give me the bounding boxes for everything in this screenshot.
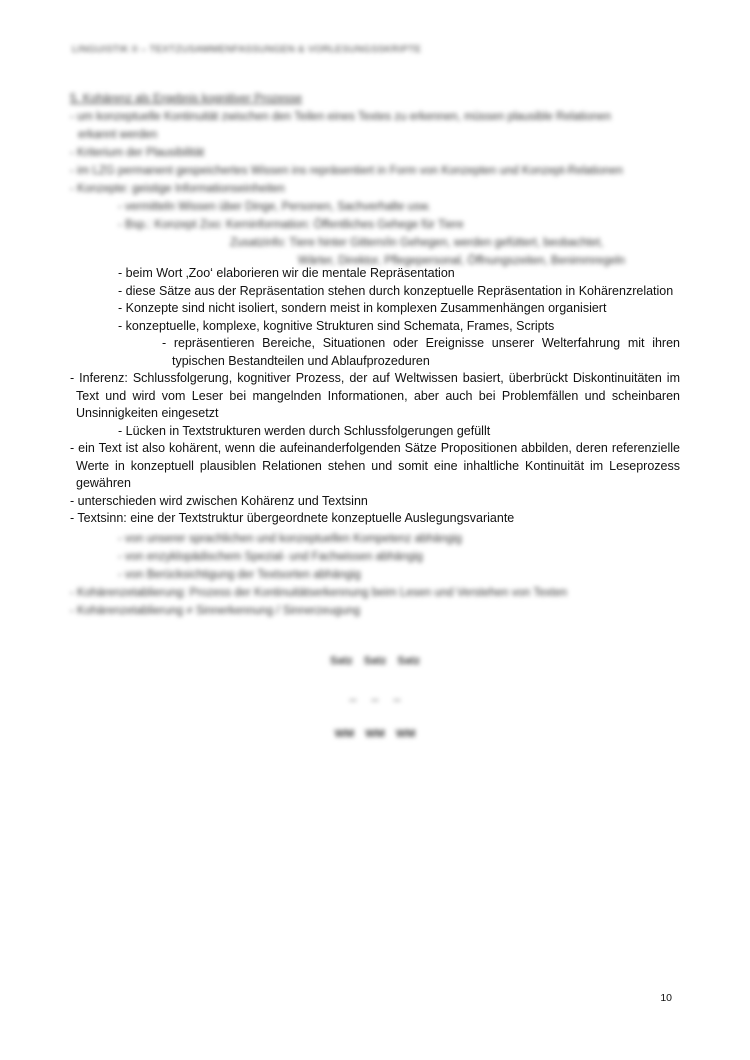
readable-section bbox=[70, 265, 680, 528]
diagram-label: WM bbox=[395, 728, 416, 740]
bullet-line: - unterschieden wird zwischen Kohärenz und Textsinn bbox=[70, 493, 368, 508]
blurred-line: erkannt werden bbox=[78, 129, 158, 141]
bullet-line: - diese Sätze aus der Repräsentation stehen durch konzeptuelle Repräsentation in Kohärenzrelation bbox=[118, 283, 674, 298]
blurred-line: - von Berücksichtigung der Textsorten abhängig bbox=[118, 569, 361, 581]
diagram-row-sentences bbox=[0, 655, 750, 667]
blurred-line: - um konzeptuelle Kontinuität zwischen den Teilen eines Textes zu erkennen, müssen plausible Relationen bbox=[70, 111, 612, 123]
diagram-row-wm bbox=[0, 728, 750, 740]
blurred-line: - von unserer sprachlichen und konzeptuellen Kompetenz abhängig bbox=[118, 533, 462, 545]
sub-bullet-line: - repräsentieren Bereiche, Situationen oder Ereignisse unserer Welterfahrung mit ihren typischen Bestandteilen und Ablaufprozeduren bbox=[162, 336, 680, 368]
bullet-line: - ein Text ist also kohärent, wenn die aufeinanderfolgenden Sätze Propositionen abbilden, deren referenzielle Werte in konzeptuell plausiblen Relationen stehen und somit eine inhaltliche Kontinuität im Leseprozess gewähren bbox=[70, 441, 680, 490]
page-number: 10 bbox=[660, 992, 672, 1004]
diagram-label: Satz bbox=[397, 655, 420, 667]
bullet-line: - Lücken in Textstrukturen werden durch Schlussfolgerungen gefüllt bbox=[118, 423, 491, 438]
blurred-line: - Kohärenzetablierung ≠ Sinnerkennung / Sinnerzeugung bbox=[70, 605, 361, 617]
bullet-line: - Inferenz: Schlussfolgerung, kognitiver Prozess, der auf Weltwissen basiert, überbrückt Diskontinuitäten im Text und wird vom Leser bei mangelnden Informationen, aber auch bei Problemfällen und scheinbaren Unsinnigkeiten eingesetzt bbox=[70, 371, 680, 420]
blurred-line: - im LZG permanent gespeichertes Wissen ins repräsentiert in Form von Konzepten und Konzept-Relationen bbox=[70, 165, 623, 177]
blurred-line: - Bsp.: Konzept Zoo: Kerninformation: Öffentliches Gehege für Tiere bbox=[118, 219, 464, 231]
diagram-label: ↔ bbox=[369, 693, 381, 705]
diagram-label: Satz bbox=[330, 655, 353, 667]
blurred-top-section bbox=[70, 90, 682, 270]
diagram-label: ↔ bbox=[347, 693, 359, 705]
blurred-line: - von enzyklopädischem Spezial- und Fachwissen abhängig bbox=[118, 551, 423, 563]
diagram-label: WM bbox=[365, 728, 385, 740]
blurred-bottom-section bbox=[70, 530, 682, 620]
page-header: LINGUISTIK II – TEXTZUSAMMENFASSUNGEN & VORLESUNGSSKRIPTE bbox=[72, 44, 422, 55]
section-heading: 5. Kohärenz als Ergebnis kognitiver Prozesse bbox=[70, 93, 303, 105]
blurred-line: Wärter, Direktor, Pflegepersonal, Öffnungszeiten, Benimmregeln bbox=[298, 255, 626, 267]
blurred-line: - Kohärenzetablierung: Prozess der Kontinuitätserkennung beim Lesen und Verstehen von Texten bbox=[70, 587, 568, 599]
bullet-line: - konzeptuelle, komplexe, kognitive Strukturen sind Schemata, Frames, Scripts bbox=[118, 318, 555, 333]
diagram-label: WM bbox=[334, 728, 355, 740]
diagram-label: Satz bbox=[363, 655, 387, 667]
diagram-label: ↔ bbox=[391, 693, 403, 705]
bullet-line: - Konzepte sind nicht isoliert, sondern meist in komplexen Zusammenhängen organisiert bbox=[118, 301, 607, 315]
bullet-line: - Textsinn: eine der Textstruktur übergeordnete konzeptuelle Auslegungsvariante bbox=[70, 511, 515, 525]
bullet-line: - beim Wort ‚Zoo‘ elaborieren wir die mentale Repräsentation bbox=[118, 266, 455, 280]
blurred-line: - vermitteln Wissen über Dinge, Personen, Sachverhalte usw. bbox=[118, 201, 431, 213]
blurred-line: - Konzepte: geistige Informationseinheiten bbox=[70, 183, 285, 195]
blurred-line: - Kriterium der Plausibilität bbox=[70, 147, 205, 159]
diagram-row-arrows bbox=[0, 693, 750, 705]
blurred-line: Zusatzinfo: Tiere hinter Gittern/in Gehegen, werden gefüttert, beobachtet, bbox=[230, 237, 604, 249]
